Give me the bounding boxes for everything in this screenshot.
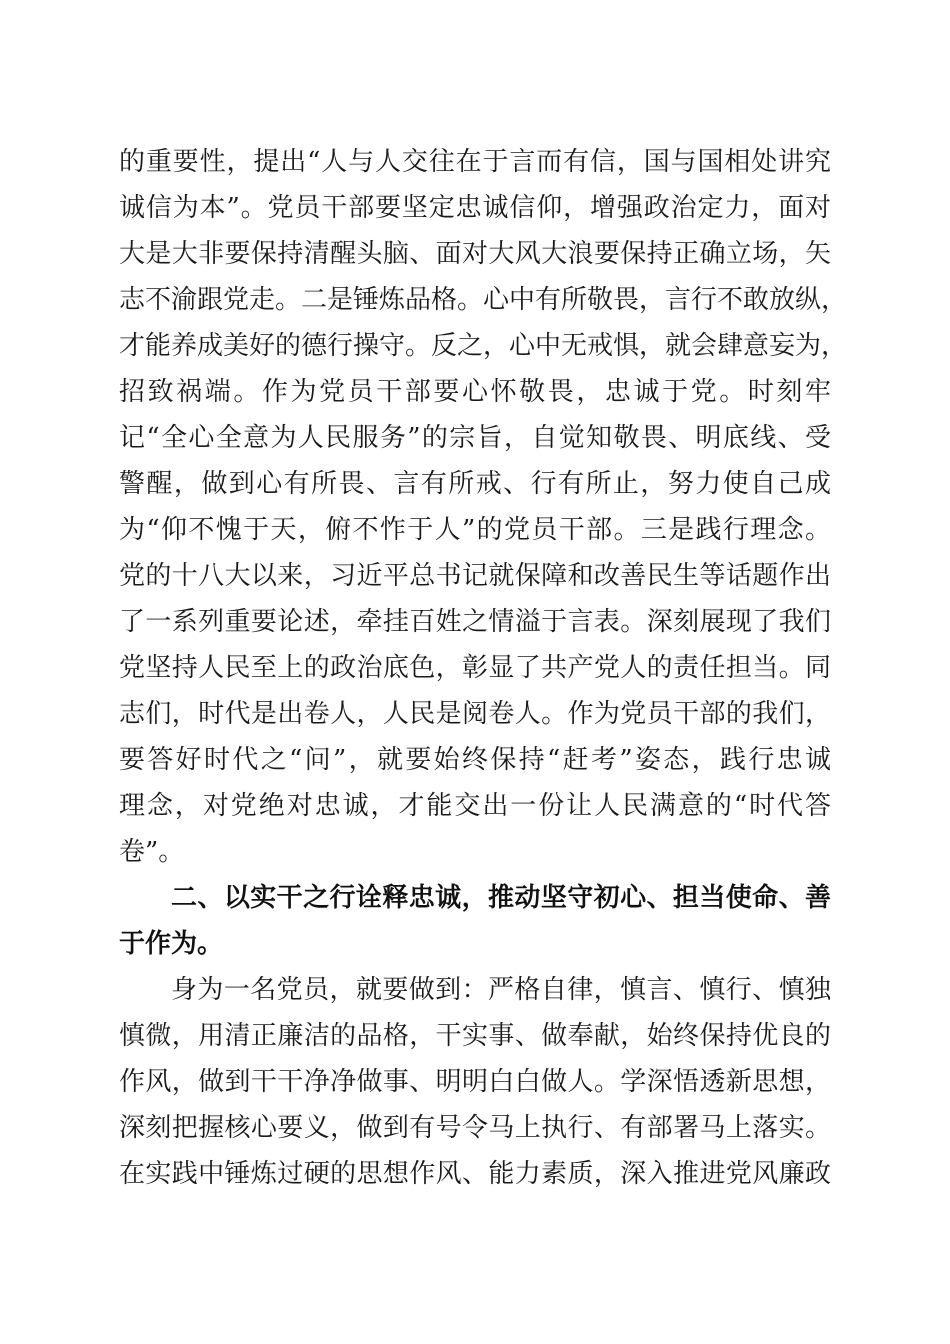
text-line: 才能养成美好的德行操守。反之，心中无戒惧，就会肆意妄为，	[119, 331, 848, 361]
text-line: 警醒，做到心有所畏、言有所戒、行有所止，努力使自己成	[119, 469, 831, 499]
text-line: 大是大非要保持清醒头脑、面对大风大浪要保持正确立场，矢	[119, 239, 831, 269]
text-line: 党坚持人民至上的政治底色，彰显了共产党人的责任担当。同	[119, 653, 831, 683]
text-line: 记“全心全意为人民服务”的宗旨，自觉知敬畏、明底线、受	[119, 423, 831, 453]
text-line: 在实践中锤炼过硬的思想作风、能力素质，深入推进党风廉政	[119, 1159, 831, 1189]
text-line: 了一系列重要论述，牵挂百姓之情溢于言表。深刻展现了我们	[119, 607, 831, 637]
heading-line: 二、以实干之行诠释忠诚，推动坚守初心、担当使命、善	[171, 883, 831, 913]
text-line: 志们，时代是出卷人，人民是阅卷人。作为党员干部的我们，	[119, 699, 831, 729]
text-line: 党的十八大以来，习近平总书记就保障和改善民生等话题作出	[119, 561, 831, 591]
text-line: 为“仰不愧于天，俯不怍于人”的党员干部。三是践行理念。	[119, 515, 831, 545]
text-line: 身为一名党员，就要做到：严格自律，慎言、慎行、慎独	[171, 975, 831, 1005]
text-line: 卷”。	[119, 837, 185, 867]
text-line: 深刻把握核心要义，做到有号令马上执行、有部署马上落实。	[119, 1113, 831, 1143]
text-line: 招致祸端。作为党员干部要心怀敬畏，忠诚于党。时刻牢	[119, 377, 831, 407]
text-line: 的重要性，提出“人与人交往在于言而有信，国与国相处讲究	[119, 147, 831, 177]
text-line: 要答好时代之“问”，就要始终保持“赶考”姿态，践行忠诚	[119, 745, 831, 775]
heading-line: 于作为。	[119, 929, 224, 959]
text-line: 诚信为本”。党员干部要坚定忠诚信仰，增强政治定力，面对	[119, 193, 831, 223]
text-line: 慎微，用清正廉洁的品格，干实事、做奉献，始终保持优良的	[119, 1021, 831, 1051]
text-line: 志不渝跟党走。二是锤炼品格。心中有所敬畏，言行不敢放纵，	[119, 285, 848, 315]
text-line: 作风，做到干干净净做事、明明白白做人。学深悟透新思想，	[119, 1067, 831, 1097]
text-line: 理念，对党绝对忠诚，才能交出一份让人民满意的“时代答	[119, 791, 831, 821]
